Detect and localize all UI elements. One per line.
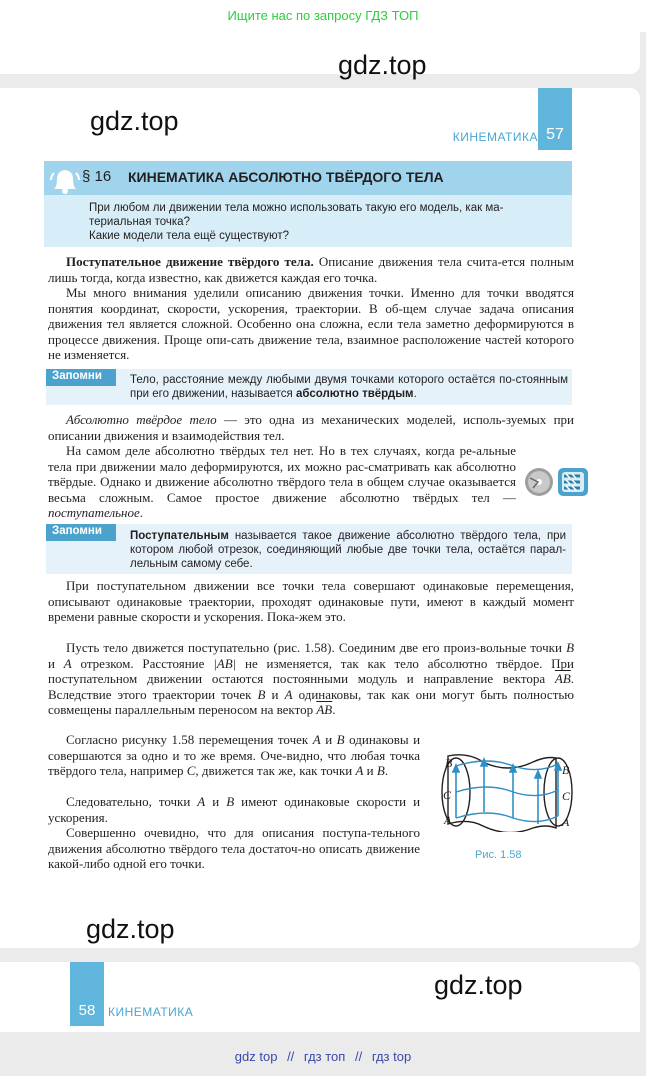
remember-body: называется такое движение абсолютно твёрдого тела, при котором любой отрезок, соединяющий любые две точки тела, остаётся парал-лельным самому себе.: [130, 530, 566, 570]
section-title: КИНЕМАТИКА АБСОЛЮТНО ТВЁРДОГО ТЕЛА: [128, 169, 444, 185]
text-run: и: [212, 794, 220, 809]
footer-separator: //: [287, 1049, 295, 1064]
bell-icon: [48, 165, 82, 195]
watermark: gdz.top: [434, 970, 523, 1000]
section-questions: [89, 201, 569, 243]
banner-link[interactable]: Ищите нас по запросу ГДЗ ТОП: [227, 8, 419, 23]
footer-link[interactable]: гдз топ: [303, 1049, 346, 1064]
math-var: A: [284, 686, 293, 702]
footer-separator: //: [354, 1049, 363, 1064]
watermark: gdz.top: [86, 914, 175, 944]
math-var: B: [376, 763, 385, 779]
math-var: A: [355, 763, 364, 779]
remember-text: [130, 373, 568, 401]
paragraph-text: На самом деле абсолютно твёрдых тел нет. Но в тех случаях, когда ре-альные тела при движении мало деформируются, их можно рас-сматривать как абсолютно твёрдые. Однако и движение абсолютно твёрдого тела в общем случае оказывается весьма сложным. Самое простое движение абсолютно твёрдых тел —: [48, 443, 516, 505]
math-var: B: [336, 732, 345, 747]
paragraph-3: [48, 412, 574, 443]
footer-link[interactable]: gdz top: [234, 1049, 278, 1064]
label-c-right: C: [562, 789, 571, 803]
math-var: B: [226, 794, 235, 809]
math-var: A: [312, 732, 321, 747]
paragraph-text: — это одна из механических моделей, исполь-зуемых при описании движения и взаимодействия тел.: [48, 412, 574, 443]
label-c-left: C: [443, 788, 452, 802]
label-a-left: A: [444, 813, 452, 827]
math-var: A: [197, 794, 206, 809]
text-run: одинаковы и совершаются за одно и то же время. Оче-видно, что любая точка твёрдого тела, например: [48, 732, 421, 779]
figure-1-58: [438, 754, 576, 832]
question-line: При любом ли движении тела можно использовать такую его модель, как ма-: [89, 202, 504, 214]
section-header: [44, 161, 572, 247]
text-run: .: [384, 763, 389, 779]
next-page-number-tab: 58: [70, 962, 104, 1026]
text-run: одинаковы, так как они могут быть полностью совмещены параллельным переносом на вектор: [48, 686, 575, 718]
remember-bold: Поступательным: [130, 530, 229, 542]
remember-body: Тело, расстояние между любыми двумя точками которого остаётся по-стоянным при его движении, называется: [130, 374, 568, 400]
italic-term: поступательное: [48, 505, 140, 521]
remember-box-2: [46, 524, 572, 574]
paragraph-9: Совершенно очевидно, что для описания поступа-тельного движения абсолютно твёрдого тела достаточ-но описать движение какой-либо одной его точки.: [48, 825, 420, 872]
running-header: КИНЕМАТИКА: [452, 130, 538, 144]
question-line: териальная точка?: [89, 216, 190, 228]
paragraph-text: Описание движения тела счита-ется полным лишь тогда, когда известно, как движется каждая его точка.: [48, 254, 574, 285]
watermark: gdz.top: [90, 106, 179, 136]
disc-icon[interactable]: [525, 468, 553, 496]
text-run: и: [48, 655, 55, 671]
arrow-head: [535, 771, 541, 778]
arrow-head: [481, 759, 487, 766]
math-var: |AB|: [213, 655, 237, 671]
text-run: и: [366, 763, 374, 779]
trajectory-c: [456, 787, 558, 796]
page-number-tab: 57: [538, 88, 572, 150]
label-a-right: A: [562, 815, 570, 829]
text-run: Пусть тело движется поступательно (рис. 1.58). Соединим две его произ-вольные точки: [66, 640, 562, 655]
text-run: Согласно рисунку 1.58 перемещения точек: [66, 732, 309, 747]
paragraph-4: [48, 443, 516, 521]
remember-end: .: [413, 388, 417, 400]
media-icons: [524, 466, 590, 498]
section-number: § 16: [82, 168, 112, 185]
next-running-header: КИНЕМАТИКА: [108, 1005, 194, 1019]
label-b-right: B: [562, 763, 570, 777]
paragraph-6: [48, 640, 574, 718]
text-run: и: [271, 686, 279, 702]
text-run: , движется так же, как точки: [195, 763, 353, 779]
figure-caption: Рис. 1.58: [475, 849, 522, 861]
text-run: . Вследствие этого траектории точек: [48, 671, 575, 702]
math-var: B: [257, 686, 266, 702]
video-icon[interactable]: [558, 468, 588, 496]
text-run: отрезком. Расстояние: [80, 655, 205, 671]
paragraph-7: [48, 732, 420, 779]
text-run: и: [325, 732, 333, 747]
text-run: не изменяется, так как тело абсолютно твёрдое. При поступательном движении остаются постоянными модуль и направление вектора: [48, 655, 575, 687]
math-var: A: [63, 655, 72, 671]
top-banner: [0, 0, 646, 32]
remember-bold: абсолютно твёрдым: [295, 388, 414, 400]
text-run: имеют одинаковые скорости и ускорения.: [48, 794, 421, 825]
footer-link[interactable]: гдз top: [371, 1049, 412, 1064]
paragraph-1: [48, 254, 574, 285]
text-run: Следовательно, точки: [66, 794, 191, 809]
trajectory-a: [456, 813, 558, 822]
vector-ab: $\overline{AB}$: [554, 671, 571, 687]
question-line: Какие модели тела ещё существуют?: [89, 230, 290, 242]
italic-term: Абсолютно твёрдое тело: [66, 412, 217, 427]
math-var: C: [186, 763, 196, 779]
math-var: B: [566, 640, 575, 655]
text-run: .: [332, 702, 336, 718]
vector-ab: $\overline{AB}$: [316, 702, 333, 718]
remember-tag: Запомни: [46, 369, 116, 386]
paragraph-8: [48, 794, 420, 825]
remember-box-1: [46, 369, 572, 405]
footer-links: [0, 1049, 646, 1064]
label-b-left: B: [445, 756, 453, 770]
paragraph-end: .: [139, 505, 143, 521]
remember-text: [130, 529, 566, 571]
paragraph-lead: Поступательное движение твёрдого тела.: [66, 254, 314, 269]
remember-tag: Запомни: [46, 524, 116, 541]
previous-page-card: [0, 32, 640, 74]
watermark: gdz.top: [338, 50, 427, 80]
paragraph-5: При поступательном движении все точки тела совершают одинаковые перемещения, описывают одинаковые траектории, проходят одинаковые пути, имеют в каждый момент времени равные скорости и ускорения. Пока-жем это.: [48, 578, 574, 625]
paragraph-2: Мы много внимания уделили описанию движения точки. Именно для точки вводятся понятия координат, скорости, ускорения, траектории. В об-щем случае задача описания движения тел является сложной. Особенно она сложна, если тела заметно деформируются в процессе движения. Проще опи-сать движение тела, взаимное расположение частей которого не изменяется.: [48, 285, 574, 363]
